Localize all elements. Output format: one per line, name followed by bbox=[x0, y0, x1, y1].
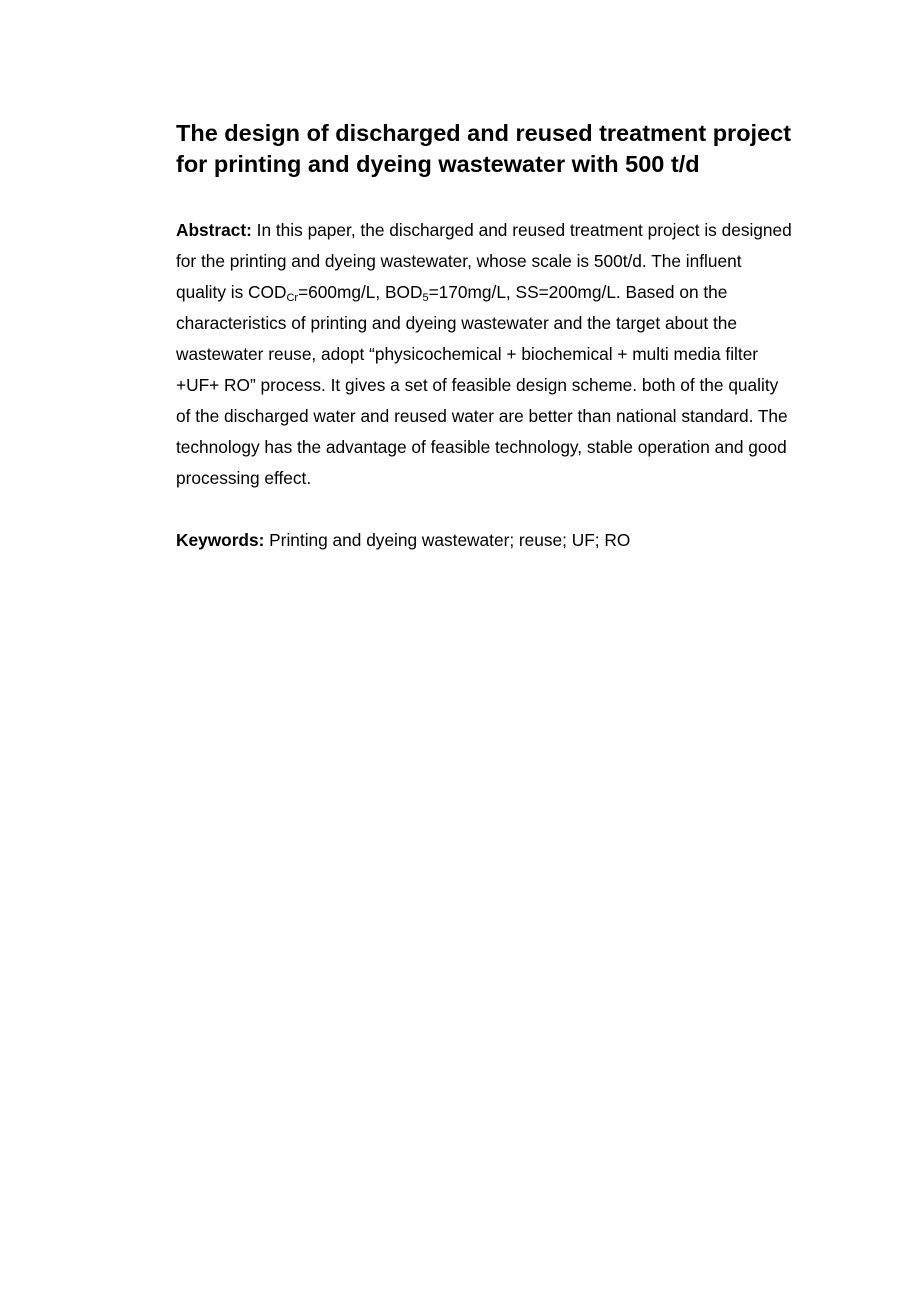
abstract-section bbox=[176, 215, 840, 494]
abstract-line bbox=[176, 277, 840, 308]
keywords-text: Printing and dyeing wastewater; reuse; UF; RO bbox=[264, 530, 631, 550]
abstract-line: technology has the advantage of feasible technology, stable operation and good bbox=[176, 437, 787, 457]
paper-body bbox=[176, 118, 840, 556]
paper-title-line-1: The design of discharged and reused treatment project bbox=[176, 120, 792, 146]
abstract-line: for the printing and dyeing wastewater, whose scale is 500t/d. The influent bbox=[176, 251, 742, 271]
keywords-label: Keywords: bbox=[176, 530, 265, 550]
abstract-text: In this paper, the discharged and reused treatment project is designed bbox=[251, 220, 792, 240]
abstract-line: characteristics of printing and dyeing wastewater and the target about the bbox=[176, 313, 738, 333]
abstract-line bbox=[176, 215, 840, 246]
abstract-line: wastewater reuse, adopt “physicochemical + biochemical + multi media filter bbox=[176, 344, 759, 364]
paper-title bbox=[176, 118, 840, 180]
abstract-label: Abstract: bbox=[176, 220, 252, 240]
abstract-text: quality is COD bbox=[176, 282, 287, 302]
abstract-text: =170mg/L, SS=200mg/L. Based on the bbox=[428, 282, 728, 302]
abstract-line: of the discharged water and reused water are better than national standard. The bbox=[176, 406, 788, 426]
abstract-text: =600mg/L, BOD bbox=[298, 282, 423, 302]
subscript-cr: Cr bbox=[286, 292, 299, 304]
subscript-5: 5 bbox=[422, 292, 429, 304]
abstract-line: +UF+ RO” process. It gives a set of feasible design scheme. both of the quality bbox=[176, 375, 779, 395]
keywords-section bbox=[176, 525, 840, 556]
abstract-line: processing effect. bbox=[176, 468, 312, 488]
paper-title-line-2: for printing and dyeing wastewater with 500 t/d bbox=[176, 151, 700, 177]
